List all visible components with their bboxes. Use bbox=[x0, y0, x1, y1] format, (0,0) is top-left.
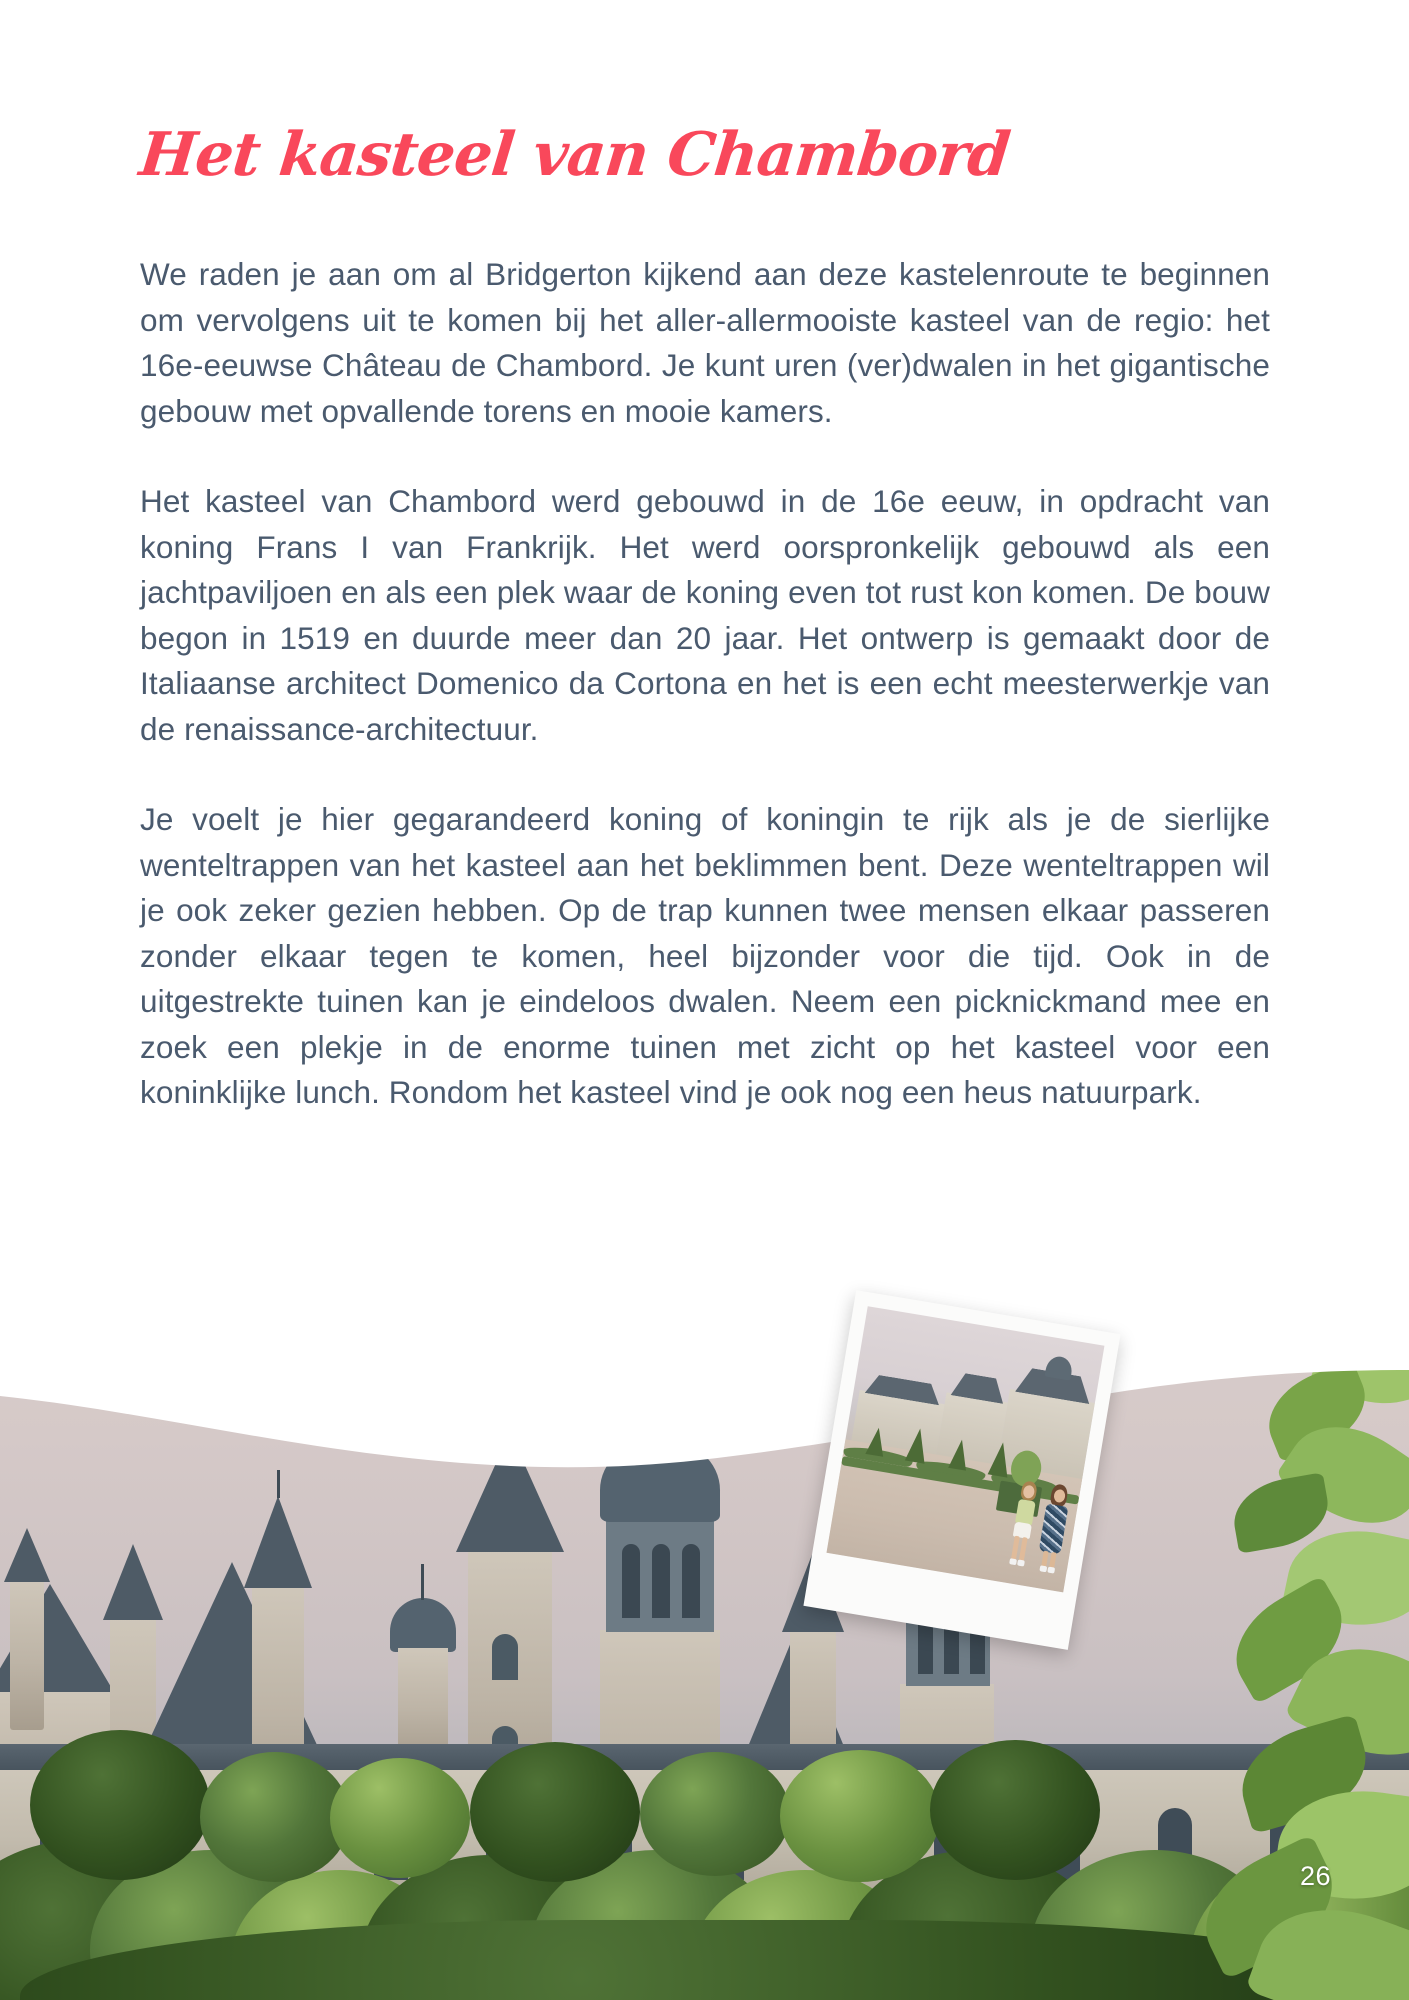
polaroid-person-left-shoe bbox=[1009, 1558, 1017, 1565]
polaroid-person-right-shoe bbox=[1039, 1565, 1047, 1572]
paragraph-1: We raden je aan om al Bridgerton kijkend aan deze kastelenroute te beginnen om vervolgens uit te komen bij het aller-allermooiste kasteel van de regio: het 16e-eeuwse Château de Chambord. Je kunt uren (ver)dwalen in het gigantische gebouw met opvallende torens en mooie kamers. bbox=[140, 256, 1270, 429]
polaroid-photo bbox=[826, 1306, 1104, 1592]
polaroid-person-right-dress bbox=[1039, 1503, 1069, 1554]
tree-clump bbox=[780, 1750, 940, 1882]
page-number: 26 bbox=[1299, 1861, 1331, 1891]
polaroid-person-left-leg bbox=[1019, 1537, 1028, 1561]
tree-clump bbox=[30, 1730, 210, 1880]
polaroid-frame bbox=[803, 1290, 1120, 1650]
chateau-hero-image bbox=[0, 1280, 1409, 2000]
tree-clump bbox=[330, 1758, 470, 1878]
polaroid-person-right-shoe bbox=[1047, 1567, 1055, 1574]
tree-clump bbox=[640, 1752, 790, 1876]
polaroid-tower-dome bbox=[1045, 1355, 1074, 1381]
tree-clump bbox=[200, 1752, 350, 1882]
paragraph-2: Het kasteel van Chambord werd gebouwd in de 16e eeuw, in opdracht van koning Frans I van Frankrijk. Het werd oorspronkelijk gebouwd als een jachtpaviljoen en als een plek waar de koning even tot rust kon komen. De bouw begon in 1519 en duurde meer dan 20 jaar. Het ontwerp is gemaakt door de Italiaanse architect Domenico da Cortona en het is een echt meesterwerkje van de renaissance-architectuur. bbox=[140, 483, 1270, 747]
hero-photo-band bbox=[0, 1280, 1409, 2000]
tree-clump bbox=[470, 1742, 640, 1882]
paragraph-3: Je voelt je hier gegarandeerd koning of koningin te rijk als je de sierlijke wenteltrappen van het kasteel aan het beklimmen bent. Deze wenteltrappen wil je ook zeker gezien hebben. Op de trap kunnen twee mensen elkaar passeren zonder elkaar tegen te komen, heel bijzonder voor die tijd. Ook in de uitgestrekte tuinen kan je eindeloos dwalen. Neem een picknickmand mee en zoek een plekje in de enorme tuinen met zicht op het kasteel voor een koninklijke lunch. Rondom het kasteel vind je ook nog een heus natuurpark. bbox=[140, 801, 1270, 1110]
page-title: Het kasteel van Chambord bbox=[136, 120, 1013, 190]
polaroid-person-left-shoe bbox=[1017, 1559, 1025, 1566]
article-body bbox=[140, 252, 1270, 1116]
